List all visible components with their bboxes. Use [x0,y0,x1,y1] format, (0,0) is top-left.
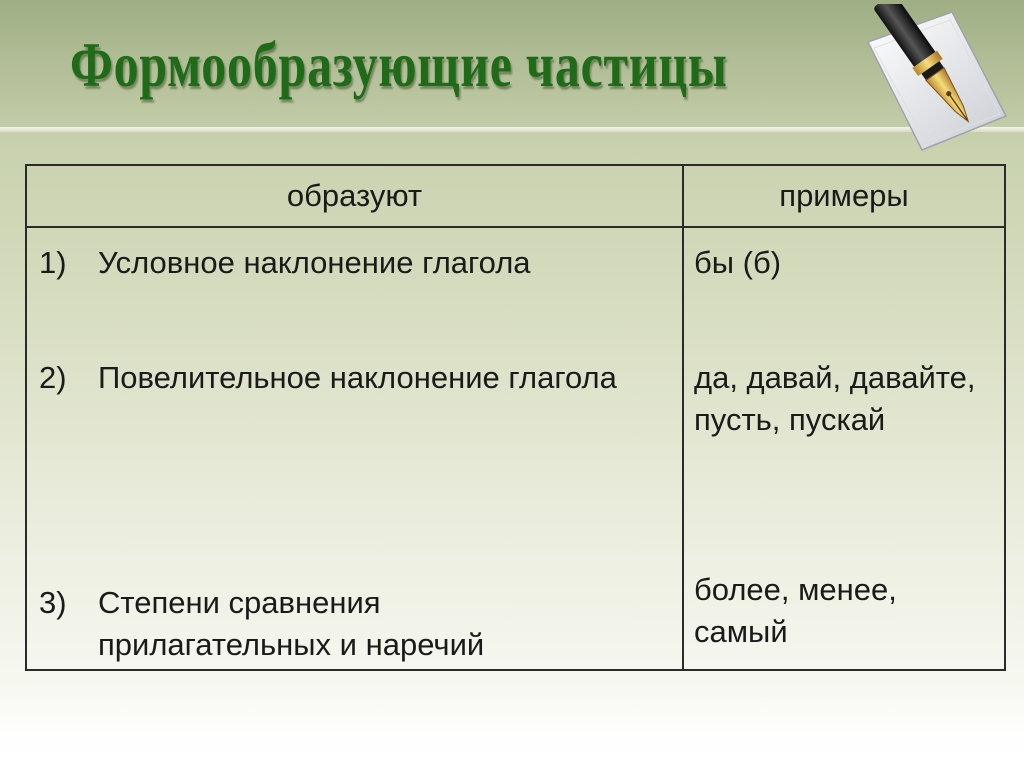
examples-cell [683,227,1005,670]
slide-title: Формообразующие частицы [70,29,728,100]
table-header-row [26,165,1005,227]
item-text: Условное наклонение глагола [98,245,531,280]
item-text: Повелительное наклонение глагола [98,360,617,395]
bottom-fade [0,690,1024,767]
item-number: 2) [39,360,67,395]
particles-table [25,164,1006,671]
item-number: 1) [39,245,67,280]
fountain-pen-icon [860,4,1010,154]
forms-cell [26,227,683,670]
header-forms: образуют [26,165,683,227]
table-row [26,227,1005,670]
header-examples: примеры [683,165,1005,227]
example-text: да, давай, давайте, пусть, пускай [694,360,976,437]
item-number: 3) [39,585,67,620]
example-text: более, менее, самый [694,572,897,649]
example-text: бы (б) [694,245,782,280]
item-text: Степени сравнения прилагательных и наречий [98,585,485,662]
